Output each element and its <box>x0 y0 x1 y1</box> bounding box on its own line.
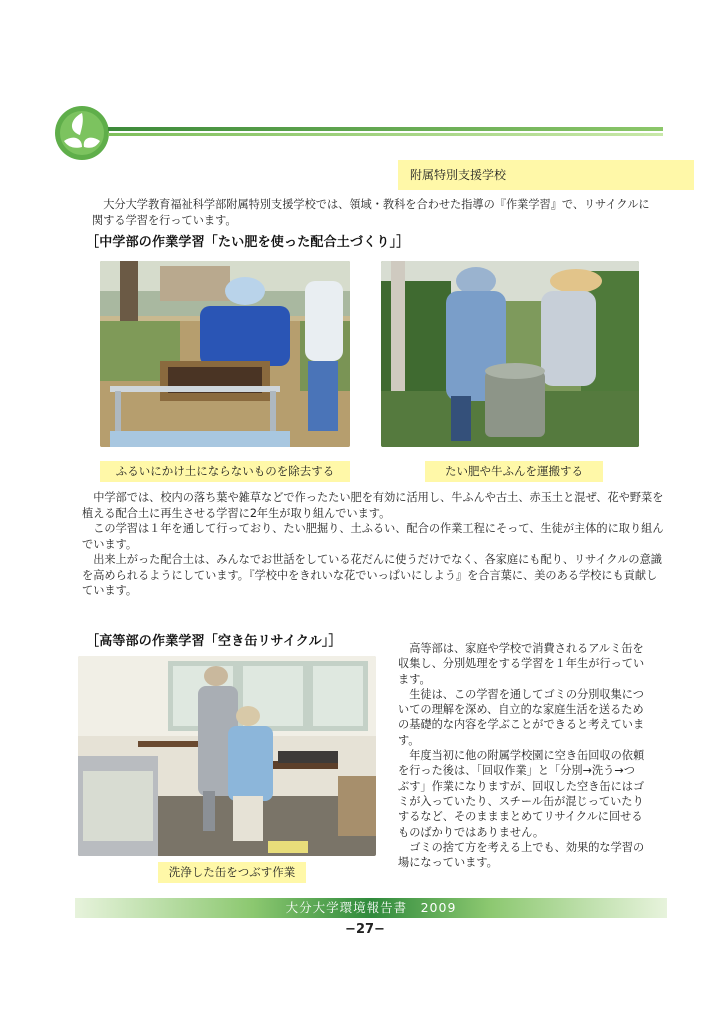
footer-title: 大分大学環境報告書 2009 <box>285 900 457 915</box>
caption-crushing: 洗浄した缶をつぶす作業 <box>158 862 306 883</box>
photo-carrying-compost <box>381 261 639 447</box>
header-rule-light <box>108 133 663 136</box>
junior-paragraph: この学習は１年を通して行っており、たい肥掘り、土ふるい、配合の作業工程にそって、生徒が主体的に取り組んでいます。 <box>82 522 664 551</box>
caption-carrying: たい肥や牛ふんを運搬する <box>425 461 603 482</box>
intro-paragraph: 大分大学教育福祉科学部附属特別支援学校では、領域・教科を合わせた指導の『作業学習』で、リサイクルに関する学習を行っています。 <box>92 198 650 227</box>
photo-crushing-cans <box>78 656 376 856</box>
senior-paragraph: 生徒は、この学習を通してゴミの分別収集についての理解を深め、自立的な家庭生活を送るための基礎的な内容を学ぶことができると考えています。 <box>398 687 645 747</box>
junior-paragraph: 出来上がった配合土は、みんなでお世話をしている花だんに使うだけでなく、各家庭にも配り、リサイクルの意識を高められるようにしています。『学校中をきれいな花でいっぱいにしよう』を合言葉に、美のある学校にも貢献しています。 <box>82 553 662 597</box>
page-number: −27− <box>345 922 385 937</box>
junior-body-text <box>82 490 664 599</box>
senior-paragraph: 年度当初に他の附属学校園に空き缶回収の依頼を行った後は、「回収作業」と「分別→洗う→つぶす」作業になりますが、回収した空き缶にはゴミが入っていたり、スチール缶が混じっていたりするなど、そのまままとめてリサイクルに回せるものばかりではありません。 <box>398 749 645 839</box>
header-rule <box>108 127 663 131</box>
section-heading-senior: ［高等部の作業学習「空き缶リサイクル」］ <box>86 634 342 649</box>
section-heading-junior: ［中学部の作業学習「たい肥を使った配合土づくり」］ <box>86 235 410 250</box>
junior-paragraph: 中学部では、校内の落ち葉や雑草などで作ったたい肥を有効に活用し、牛ふんや古土、赤玉土と混ぜ、花や野菜を植える配合土に再生させる学習に2年生が取り組んでいます。 <box>82 491 664 520</box>
leaf-logo-icon <box>54 105 110 161</box>
photo-sifting-soil <box>100 261 350 447</box>
section-label: 附属特別支援学校 <box>398 160 694 190</box>
caption-sifting: ふるいにかけ土にならないものを除去する <box>100 461 350 482</box>
senior-body-text <box>398 641 646 870</box>
senior-paragraph: ゴミの捨て方を考える上でも、効果的な学習の場になっています。 <box>398 840 645 870</box>
senior-paragraph: 高等部は、家庭や学校で消費されるアルミ缶を収集し、分別処理をする学習を１年生が行っています。 <box>398 642 645 686</box>
